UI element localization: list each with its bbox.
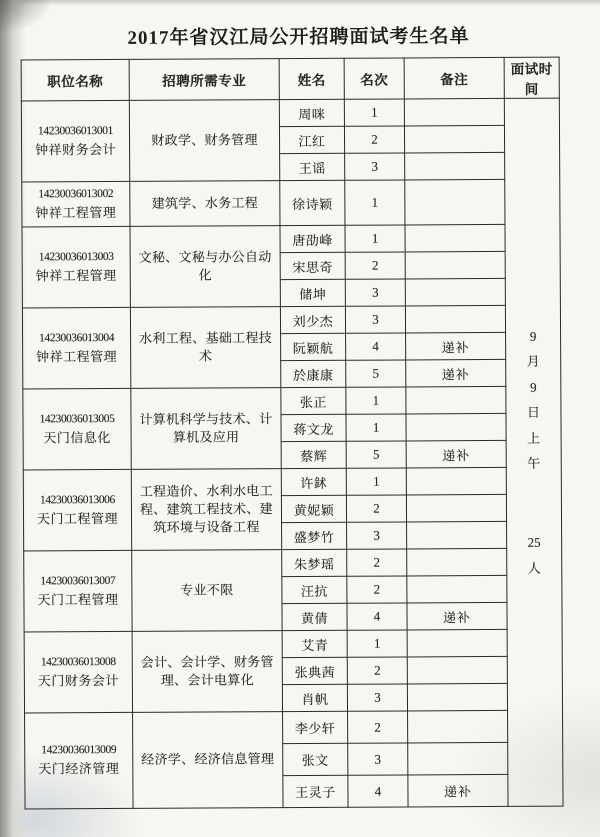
column-header-rank: 名次 — [344, 58, 404, 99]
position-code: 14230036013009 — [41, 744, 117, 757]
interview-time-date: 9月9日上午 — [526, 328, 541, 471]
rank-value: 2 — [344, 126, 404, 153]
remark-value — [407, 656, 507, 684]
rank-value: 3 — [348, 743, 408, 775]
remark-value: 递补 — [406, 332, 506, 360]
rank-value: 1 — [345, 180, 405, 225]
remark-value: 递补 — [406, 359, 506, 387]
candidate-name: 蒋文龙 — [281, 414, 346, 441]
position-title: 钟祥工程管理 — [35, 204, 117, 221]
candidate-name: 徐诗颖 — [280, 180, 345, 225]
rank-value: 3 — [345, 306, 405, 333]
candidate-name: 肖帆 — [282, 684, 347, 711]
rank-value: 1 — [346, 414, 406, 441]
column-header-name: 姓名 — [279, 58, 344, 99]
remark-value — [405, 278, 505, 306]
rank-value: 1 — [346, 468, 406, 495]
rank-value: 3 — [345, 279, 405, 306]
table-row — [21, 98, 559, 128]
position-cell — [22, 226, 130, 308]
remark-value: 递补 — [406, 440, 506, 468]
remark-value — [404, 98, 504, 126]
candidate-name: 刘少杰 — [280, 306, 345, 333]
rank-value: 2 — [345, 252, 405, 279]
position-cell — [21, 100, 129, 182]
candidate-name: 盛梦竹 — [282, 522, 347, 549]
position-title: 天门经济管理 — [38, 761, 120, 777]
position-cell — [22, 307, 130, 389]
candidate-name: 於康康 — [281, 360, 346, 387]
position-title: 钟祥财务会计 — [35, 141, 117, 158]
remark-value — [406, 467, 506, 495]
position-cell — [22, 181, 130, 227]
table-row — [23, 467, 561, 497]
candidate-name: 王谣 — [280, 153, 345, 180]
candidate-name: 周咪 — [279, 99, 344, 126]
table-row — [22, 224, 560, 254]
candidate-tbody — [21, 98, 563, 809]
rank-value: 1 — [347, 630, 407, 657]
rank-value: 2 — [347, 576, 407, 603]
rank-value: 3 — [345, 153, 405, 180]
remark-value — [407, 683, 507, 711]
rank-value: 4 — [346, 333, 406, 360]
position-cell — [25, 712, 134, 809]
major-cell: 计算机科学与技术、计算机及应用 — [131, 388, 281, 470]
table-row — [23, 386, 561, 416]
position-title: 钟祥工程管理 — [36, 348, 118, 365]
remark-value — [404, 125, 504, 153]
position-code: 14230036013002 — [38, 187, 114, 200]
table-row — [25, 710, 563, 745]
position-code: 14230036013003 — [38, 250, 114, 263]
remark-value — [406, 494, 506, 522]
candidate-name: 黄妮颖 — [281, 495, 346, 522]
remark-value: 递补 — [408, 774, 508, 807]
candidates-table — [21, 57, 564, 810]
table-row — [24, 548, 562, 578]
remark-value — [406, 386, 506, 414]
remark-value — [407, 548, 507, 576]
remark-value — [405, 179, 505, 225]
candidate-name: 许鉥 — [281, 468, 346, 495]
candidate-name: 朱梦瑶 — [282, 549, 347, 576]
rank-value: 2 — [347, 549, 407, 576]
candidate-name: 储坤 — [280, 279, 345, 306]
remark-value — [408, 710, 508, 743]
candidate-name: 宋思奇 — [280, 252, 345, 279]
column-header-major: 招聘所需专业 — [129, 59, 279, 101]
major-cell: 工程造价、水利水电工程、建筑工程技术、建筑环境与设备工程 — [131, 469, 281, 551]
major-cell: 文秘、文秘与办公自动化 — [130, 226, 280, 308]
rank-value: 3 — [347, 522, 407, 549]
rank-value: 5 — [346, 441, 406, 468]
major-cell: 会计、会计学、财务管理、会计电算化 — [132, 631, 282, 713]
table-row — [22, 305, 560, 335]
rank-value: 1 — [344, 99, 404, 126]
rank-value: 2 — [347, 657, 407, 684]
remark-value — [405, 251, 505, 279]
position-title: 天门工程管理 — [36, 510, 119, 527]
interview-time-count: 25人 — [527, 534, 541, 576]
position-cell — [24, 631, 132, 713]
candidate-name: 艾青 — [282, 630, 347, 657]
major-cell: 专业不限 — [132, 550, 282, 632]
candidate-name: 蔡辉 — [281, 441, 346, 468]
position-code: 14230036013004 — [39, 331, 115, 344]
column-header-position: 职位名称 — [21, 59, 129, 101]
position-cell — [24, 550, 132, 632]
remark-value — [407, 521, 507, 549]
position-code: 14230036013006 — [39, 493, 115, 506]
major-cell: 水利工程、基础工程技术 — [130, 307, 280, 389]
position-cell — [23, 469, 131, 551]
table-row — [22, 179, 560, 227]
rank-value: 5 — [346, 360, 406, 387]
rank-value: 3 — [347, 684, 407, 711]
table-row — [24, 629, 562, 659]
major-cell: 财政学、财务管理 — [129, 100, 279, 182]
remark-value — [405, 305, 505, 333]
candidate-name: 江红 — [279, 126, 344, 153]
candidate-name: 黄倩 — [282, 603, 347, 630]
position-code: 14230036013008 — [40, 655, 116, 668]
remark-value — [406, 413, 506, 441]
remark-value — [407, 575, 507, 603]
rank-value: 1 — [346, 387, 406, 414]
major-cell: 经济学、经济信息管理 — [133, 712, 284, 809]
major-cell: 建筑学、水务工程 — [130, 181, 280, 227]
remark-value — [407, 629, 507, 657]
interview-time-cell — [504, 98, 563, 806]
rank-value: 4 — [347, 603, 407, 630]
remark-value: 递补 — [407, 602, 507, 630]
candidate-name: 汪抗 — [282, 576, 347, 603]
position-code: 14230036013005 — [39, 412, 115, 425]
candidate-name: 阮颖航 — [281, 333, 346, 360]
rank-value: 2 — [348, 711, 408, 743]
remark-value — [405, 152, 505, 180]
rank-value: 1 — [345, 225, 405, 252]
remark-value — [405, 224, 505, 252]
page-title: 2017年省汉江局公开招聘面试考生名单 — [127, 26, 470, 49]
candidate-name: 李少轩 — [283, 711, 348, 743]
position-title: 钟祥工程管理 — [35, 267, 117, 284]
candidate-name: 张典茜 — [282, 657, 347, 684]
position-title: 天门工程管理 — [37, 591, 119, 608]
position-title: 天门信息化 — [43, 429, 111, 446]
candidate-name: 唐劭峰 — [280, 225, 345, 252]
position-title: 天门财务会计 — [37, 672, 119, 689]
remark-value — [408, 742, 508, 775]
header-row — [21, 57, 559, 101]
candidate-name: 王灵子 — [283, 775, 348, 807]
column-header-time: 面试时间 — [504, 57, 559, 98]
column-header-remark: 备注 — [404, 57, 504, 99]
position-code: 14230036013001 — [38, 124, 113, 137]
position-code: 14230036013007 — [40, 574, 116, 587]
candidate-name: 张正 — [281, 387, 346, 414]
rank-value: 2 — [346, 495, 406, 522]
position-cell — [23, 388, 131, 470]
rank-value: 4 — [348, 775, 408, 807]
candidate-name: 张文 — [283, 743, 348, 775]
